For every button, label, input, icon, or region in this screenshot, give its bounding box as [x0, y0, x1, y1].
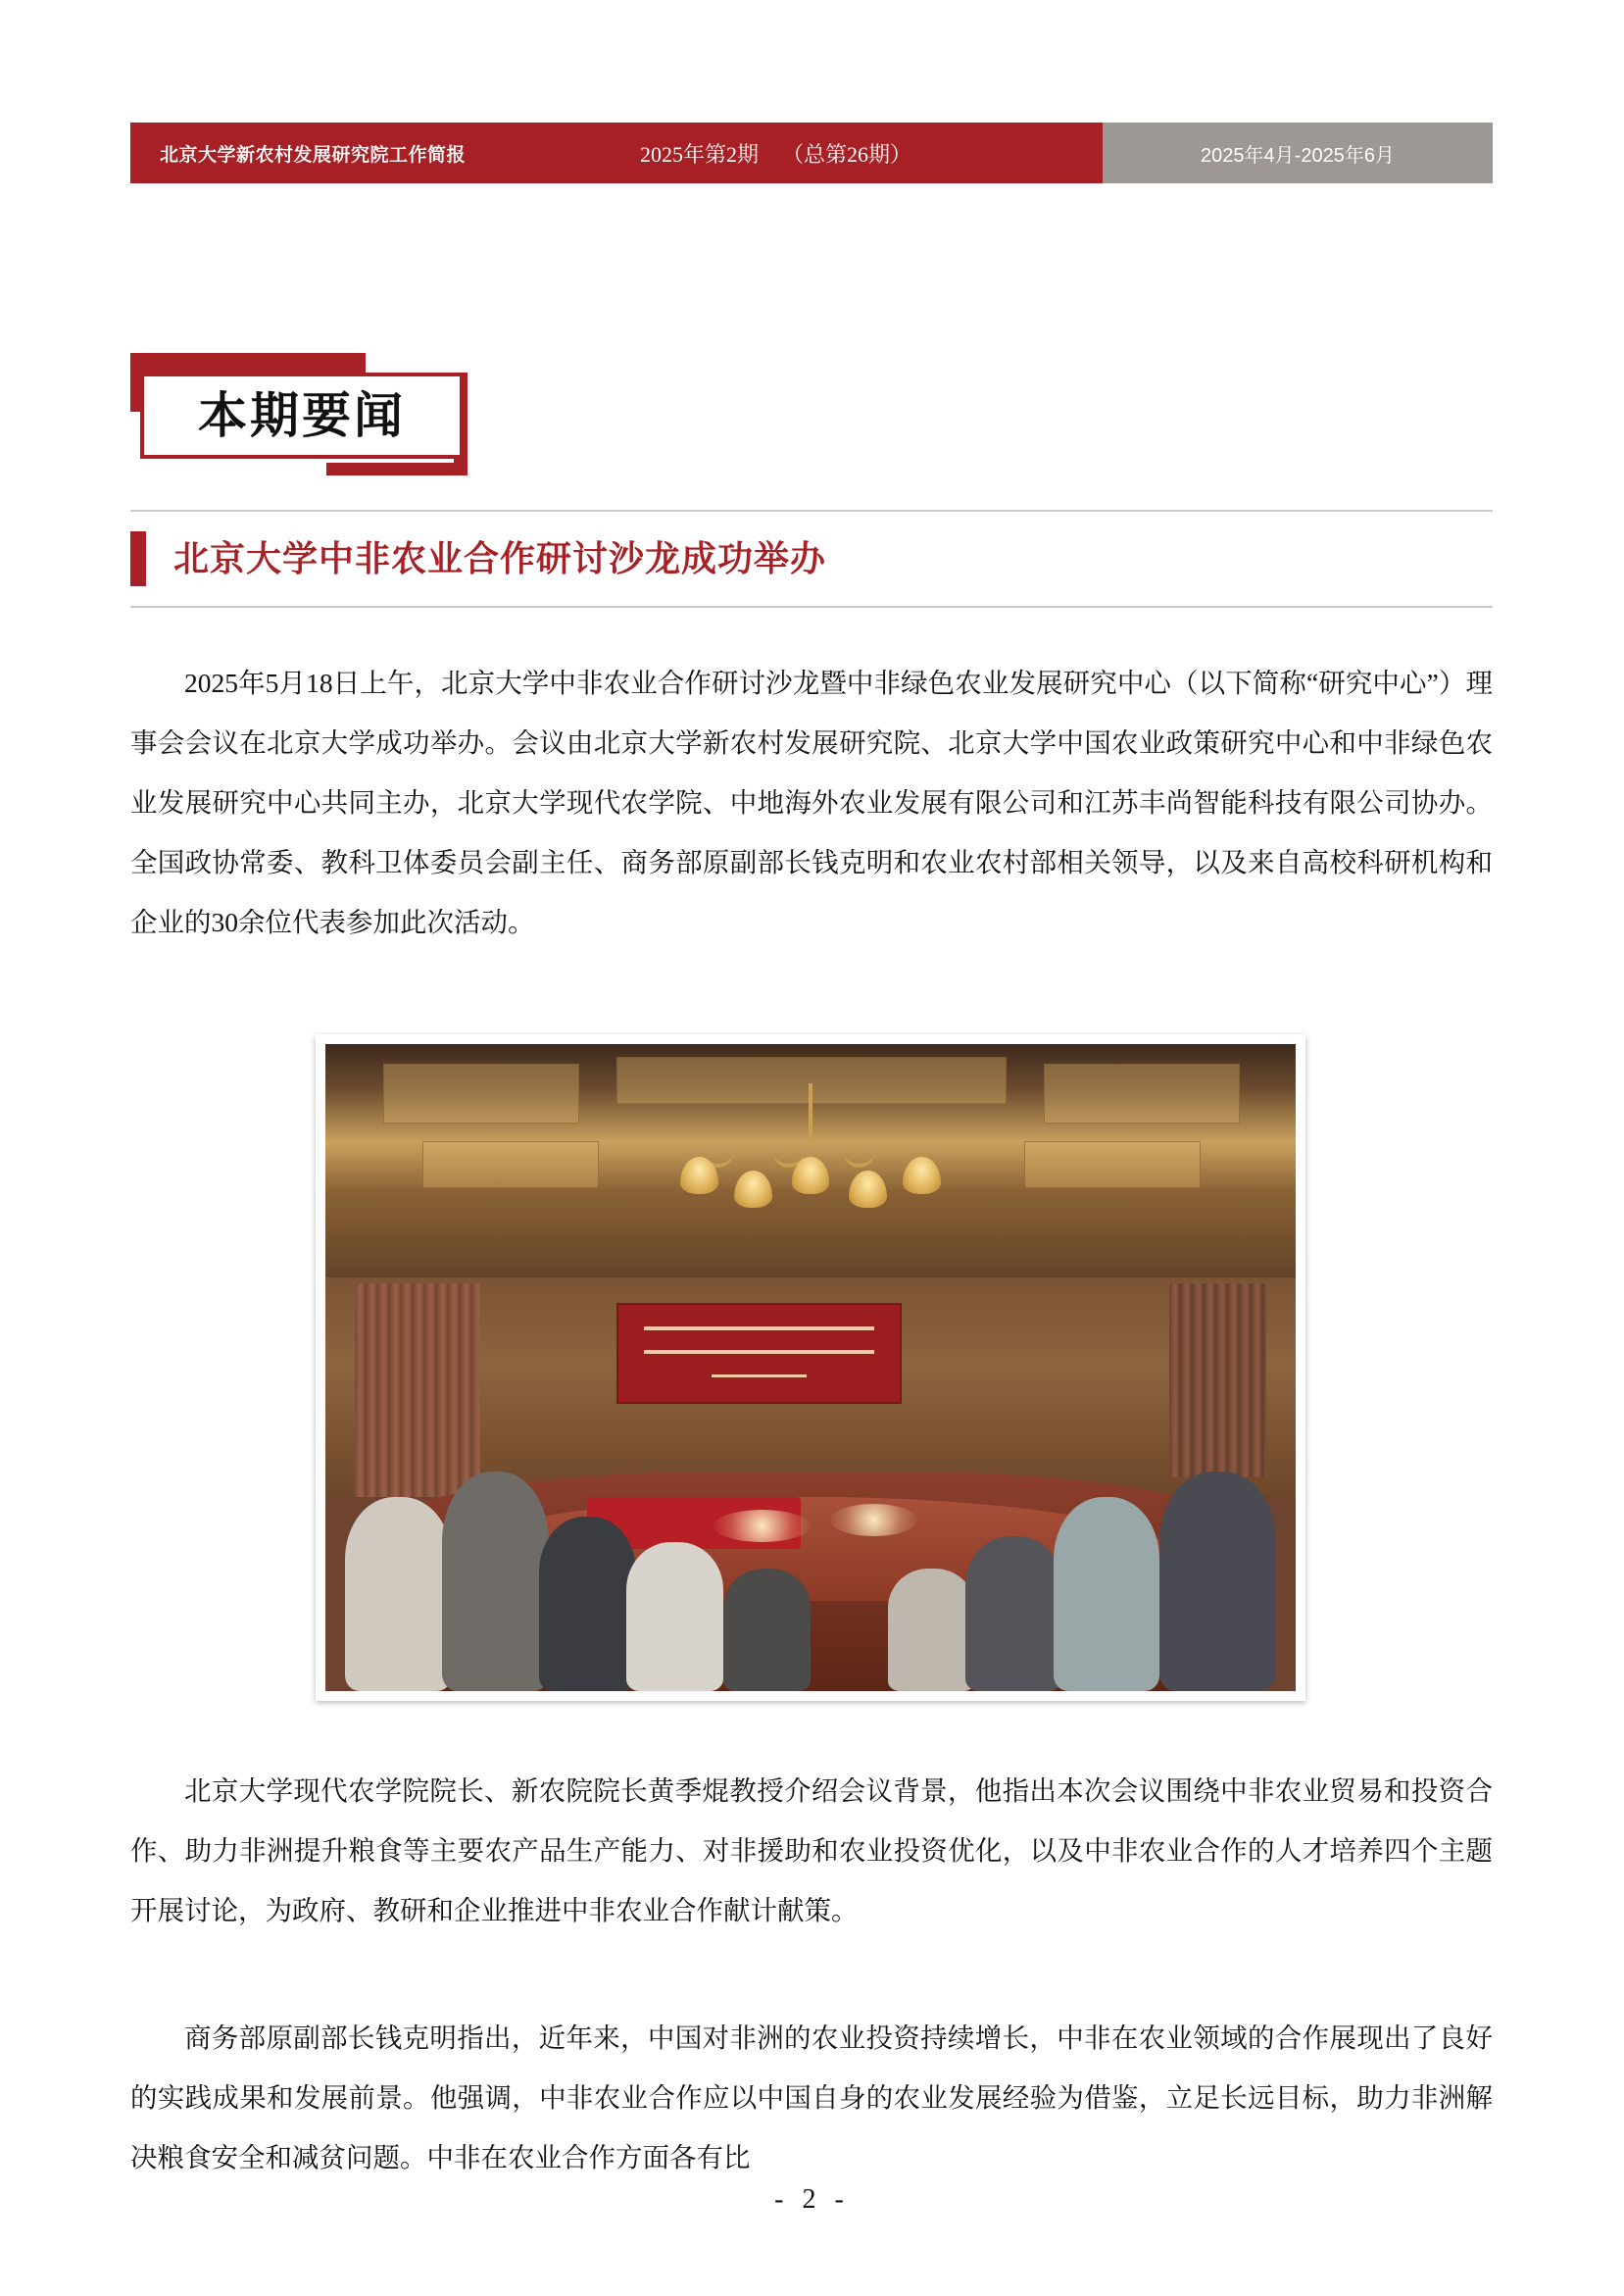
photo-image	[325, 1044, 1296, 1691]
issue-total-number: （总第26期）	[782, 141, 912, 167]
photo-stage-banner	[616, 1303, 902, 1404]
banner-decoration-bottom	[326, 463, 468, 475]
photo-attendee	[888, 1569, 975, 1691]
document-header	[130, 123, 1493, 183]
chandelier-arm	[843, 1133, 875, 1168]
chandelier-stem	[809, 1083, 812, 1144]
headline-rule-bottom	[130, 606, 1493, 608]
photo-attendee	[345, 1497, 452, 1691]
chandelier-bulb	[849, 1171, 887, 1208]
chandelier-bulb	[903, 1157, 941, 1194]
photo-attendee	[1159, 1472, 1276, 1691]
photo-attendee	[723, 1569, 811, 1691]
article-paragraph-2: 北京大学现代农学院院长、新农院院长黄季焜教授介绍会议背景，他指出本次会议围绕中非农业贸易和投资合作、助力非洲提升粮食等主要农产品生产能力、对非援助和农业投资优化，以及中非农业合作的人才培养四个主题开展讨论，为政府、教研和企业推进中非农业合作献计献策。	[130, 1774, 1493, 1925]
issue-period: 2025年4月-2025年6月	[1201, 144, 1395, 167]
section-banner-label: 本期要闻	[198, 388, 406, 443]
banner-text-line	[644, 1350, 874, 1354]
publication-title: 北京大学新农村发展研究院工作简报	[160, 144, 467, 166]
article-photo	[316, 1034, 1305, 1701]
chandelier-bulb	[792, 1157, 830, 1194]
photo-ceiling-panel	[383, 1064, 579, 1123]
photo-curtain-right	[1169, 1283, 1266, 1477]
photo-ceiling-panel	[1044, 1064, 1240, 1123]
article-paragraph-1: 2025年5月18日上午，北京大学中非农业合作研讨沙龙暨中非绿色农业发展研究中心（以下简称“研究中心”）理事会会议在北京大学成功举办。会议由北京大学新农村发展研究院、北京大学中国农业政策研究中心和中非绿色农业发展研究中心共同主办，北京大学现代农学院、中地海外农业发展有限公司和江苏丰尚智能科技有限公司协办。全国政协常委、教科卫体委员会副主任、商务部原副部长钱克明和农业农村部相关领导，以及来自高校科研机构和企业的30余位代表参加此次活动。	[130, 667, 1493, 937]
header-red-band	[130, 123, 1103, 183]
photo-light-reflection	[830, 1504, 917, 1536]
banner-text-line	[712, 1374, 808, 1377]
photo-attendee	[626, 1542, 723, 1691]
chandelier-bulb	[734, 1171, 772, 1208]
photo-attendee	[539, 1517, 636, 1691]
photo-ceiling-panel	[1024, 1141, 1201, 1188]
photo-attendee	[442, 1472, 549, 1691]
page-number: - 2 -	[774, 2184, 850, 2215]
photo-attendee	[1054, 1497, 1160, 1691]
photo-attendee	[965, 1536, 1062, 1691]
headline-marker	[130, 531, 146, 586]
banner-text-line	[644, 1326, 874, 1330]
photo-ceiling-panel	[422, 1141, 599, 1188]
photo-light-reflection	[714, 1510, 811, 1542]
article-headline-text: 北京大学中非农业合作研讨沙龙成功举办	[173, 538, 827, 578]
banner-decoration-top	[130, 353, 366, 373]
headline-rule-top	[130, 510, 1493, 512]
article-paragraph-3: 商务部原副部长钱克明指出，近年来，中国对非洲的农业投资持续增长，中非在农业领域的合作展现出了良好的实践成果和发展前景。他强调，中非农业合作应以中国自身的农业发展经验为借鉴，立足长远目标，助力非洲解决粮食安全和减贫问题。中非在农业合作方面各有比	[130, 2021, 1493, 2172]
article-headline	[130, 520, 1493, 598]
header-gray-band	[1103, 123, 1493, 183]
section-banner	[130, 353, 513, 471]
issue-number: 2025年第2期	[640, 141, 760, 167]
photo-curtain-left	[355, 1283, 481, 1497]
banner-box	[140, 373, 464, 459]
photo-chandelier	[674, 1083, 946, 1252]
